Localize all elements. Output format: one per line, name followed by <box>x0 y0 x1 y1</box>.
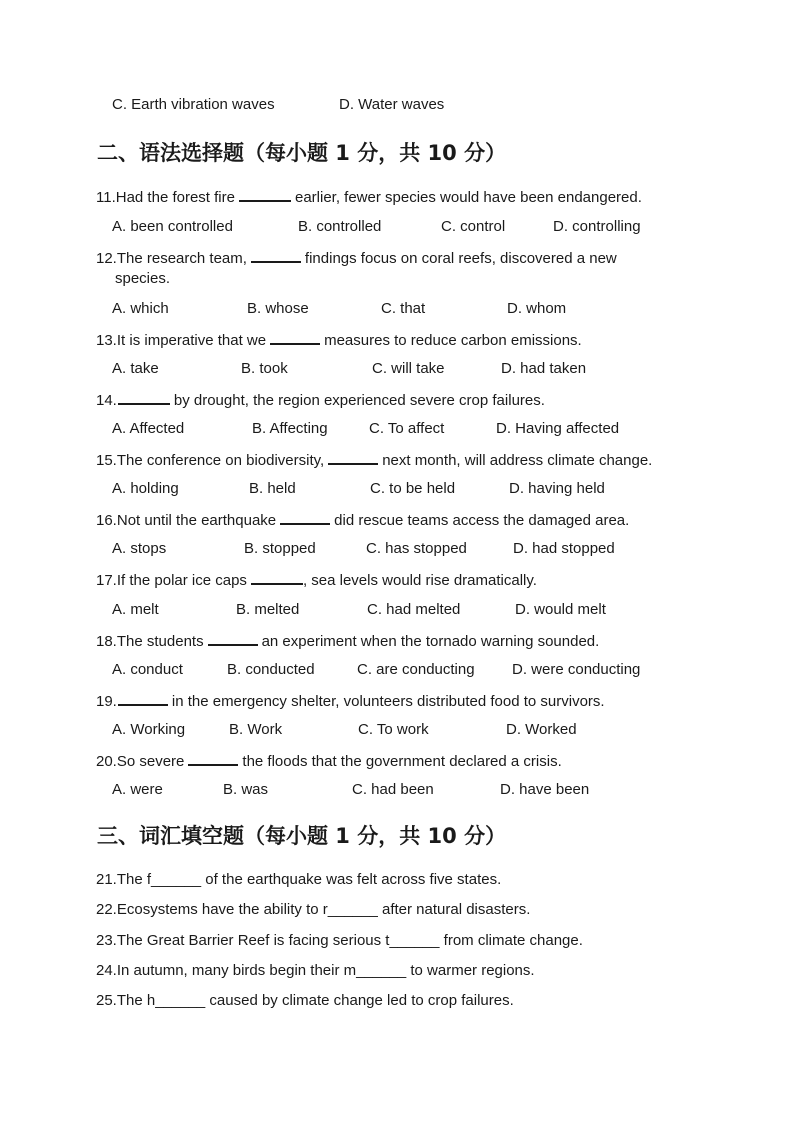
question-number: 11. <box>96 189 116 206</box>
question-22: 22.Ecosystems have the ability to r______ after natural disasters. <box>96 901 531 918</box>
option-c: C. has stopped <box>366 540 467 557</box>
option-a: A. Affected <box>112 420 185 437</box>
question-13 <box>96 329 582 351</box>
answer-blank[interactable] <box>118 389 170 405</box>
option-d: D. were conducting <box>512 661 641 678</box>
question-21: 21.The f______ of the earthquake was felt across five states. <box>96 871 502 888</box>
option-a: A. stops <box>112 540 167 557</box>
answer-blank[interactable] <box>280 509 330 525</box>
question-number: 12. <box>96 250 117 267</box>
question-18 <box>96 630 599 652</box>
section-2-title: 二、语法选择题（每小题 1 分，共 10 分） <box>97 141 507 165</box>
option-c: C. that <box>381 300 426 317</box>
question-24: 24.In autumn, many birds begin their m______ to warmer regions. <box>96 962 535 979</box>
option-a: A. melt <box>112 601 159 618</box>
question-16 <box>96 509 629 531</box>
option-d: D. would melt <box>515 601 606 618</box>
question-15 <box>96 449 652 471</box>
question-number: 20. <box>96 753 117 770</box>
option-c: C. To work <box>358 721 429 738</box>
question-11 <box>96 186 642 208</box>
answer-blank[interactable] <box>270 329 320 345</box>
option-d: D. Water waves <box>339 96 445 113</box>
option-d: D. having held <box>509 480 605 497</box>
question-number: 15. <box>96 452 117 469</box>
question-text-pre: The research team, <box>116 250 247 267</box>
question-number: 16. <box>96 512 117 529</box>
question-text-pre: If the polar ice caps <box>116 572 247 589</box>
option-a: A. which <box>112 300 169 317</box>
option-c: C. will take <box>372 360 445 377</box>
option-d: D. controlling <box>553 218 641 235</box>
question-text-pre: So severe <box>116 753 185 770</box>
option-d: D. had stopped <box>513 540 615 557</box>
option-a: A. Working <box>112 721 186 738</box>
question-number: 17. <box>96 572 117 589</box>
question-number: 13. <box>96 332 117 349</box>
answer-blank[interactable] <box>328 449 378 465</box>
question-number: 18. <box>96 633 117 650</box>
option-d: D. have been <box>500 781 590 798</box>
option-a: A. conduct <box>112 661 183 678</box>
option-b: B. Work <box>229 721 283 738</box>
question-text-post: measures to reduce carbon emissions. <box>324 332 582 349</box>
option-c: C. are conducting <box>357 661 475 678</box>
option-a: A. were <box>112 781 163 798</box>
answer-blank[interactable] <box>251 569 303 585</box>
option-d: D. Worked <box>506 721 577 738</box>
question-text-post: next month, will address climate change. <box>382 452 653 469</box>
answer-blank[interactable] <box>208 630 258 646</box>
question-20 <box>96 750 562 772</box>
question-text-post: earlier, fewer species would have been endangered. <box>294 189 642 206</box>
question-19 <box>96 690 605 712</box>
question-text-post: findings focus on coral reefs, discovered a new <box>304 250 617 267</box>
option-c: C. had melted <box>367 601 461 618</box>
question-text-pre: The students <box>116 633 204 650</box>
answer-blank[interactable] <box>239 186 291 202</box>
question-text-pre: Not until the earthquake <box>116 512 277 529</box>
question-text-post: by drought, the region experienced severe crop failures. <box>173 392 545 409</box>
option-b: B. whose <box>247 300 309 317</box>
question-text-pre: It is imperative that we <box>116 332 267 349</box>
question-14 <box>96 389 545 411</box>
question-25: 25.The h______ caused by climate change led to crop failures. <box>96 992 514 1009</box>
question-number: 14. <box>96 392 117 409</box>
section-3-title: 三、词汇填空题（每小题 1 分，共 10 分） <box>97 824 507 848</box>
option-a: A. been controlled <box>112 218 233 235</box>
question-text-pre: Had the forest fire <box>115 189 235 206</box>
option-c: C. control <box>441 218 506 235</box>
question-17 <box>96 569 537 591</box>
question-text-post: , sea levels would rise dramatically. <box>302 572 537 589</box>
option-c: C. Earth vibration waves <box>112 96 275 113</box>
option-a: A. take <box>112 360 159 377</box>
option-b: B. held <box>249 480 296 497</box>
question-number: 19. <box>96 693 117 710</box>
option-b: B. melted <box>236 601 300 618</box>
option-b: B. was <box>223 781 269 798</box>
question-text-post: did rescue teams access the damaged area. <box>334 512 630 529</box>
option-d: D. whom <box>507 300 567 317</box>
question-23: 23.The Great Barrier Reef is facing serious t______ from climate change. <box>96 932 583 949</box>
option-a: A. holding <box>112 480 179 497</box>
question-text-post: in the emergency shelter, volunteers distributed food to survivors. <box>171 693 605 710</box>
answer-blank[interactable] <box>251 247 301 263</box>
answer-blank[interactable] <box>118 690 168 706</box>
option-b: B. stopped <box>244 540 316 557</box>
option-b: B. took <box>241 360 288 377</box>
option-b: B. conducted <box>227 661 315 678</box>
question-text-pre: The conference on biodiversity, <box>116 452 325 469</box>
question-text-post: the floods that the government declared a crisis. <box>242 753 562 770</box>
option-c: C. to be held <box>370 480 456 497</box>
answer-blank[interactable] <box>188 750 238 766</box>
option-c: C. To affect <box>369 420 445 437</box>
question-12 <box>96 247 617 269</box>
option-d: D. Having affected <box>496 420 620 437</box>
option-b: B. Affecting <box>252 420 328 437</box>
option-d: D. had taken <box>501 360 587 377</box>
option-b: B. controlled <box>298 218 382 235</box>
option-c: C. had been <box>352 781 434 798</box>
question-text-post: an experiment when the tornado warning sounded. <box>261 633 600 650</box>
question-12-continued: species. <box>115 270 171 287</box>
